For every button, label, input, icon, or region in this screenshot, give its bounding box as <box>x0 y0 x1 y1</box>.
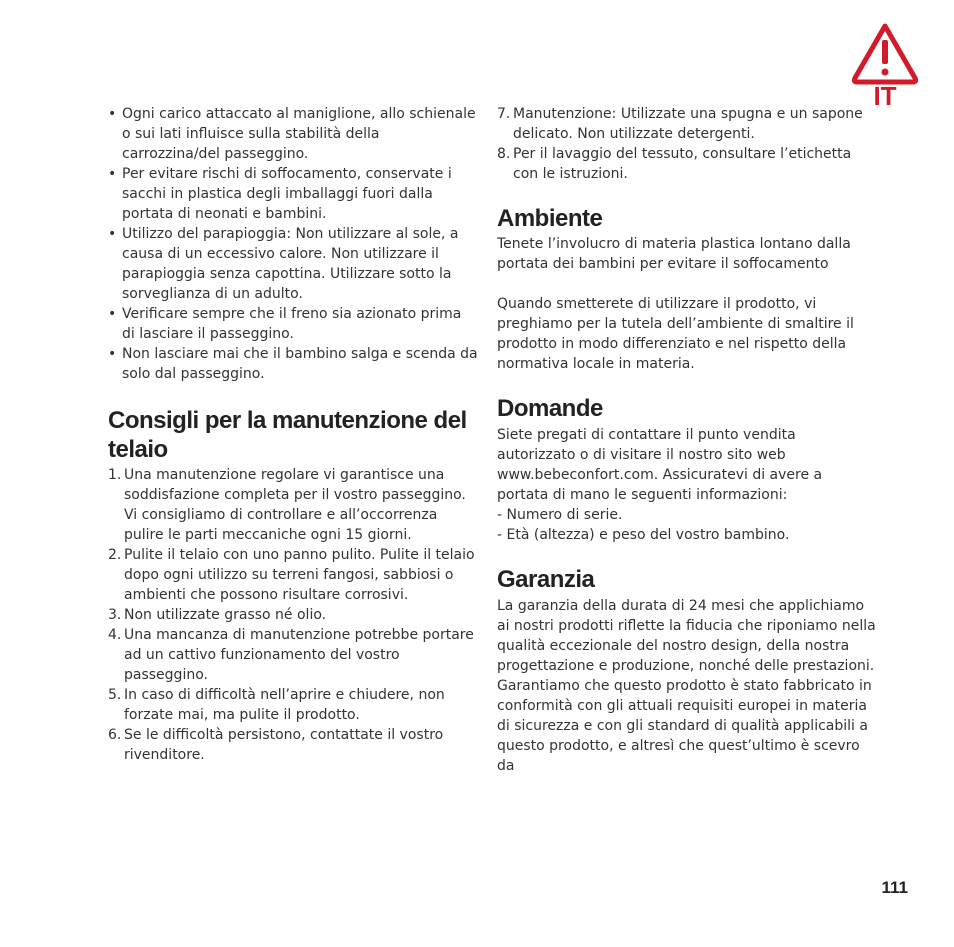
section-heading-warranty: Garanzia <box>497 566 595 593</box>
questions-info-line: - Numero di serie. <box>497 507 623 523</box>
list-item: • Per evitare rischi di soffocamento, conservate i sacchi in plastica degli imballaggi fuori dalla portata di neonati e bambini. <box>108 166 452 222</box>
questions-section <box>497 425 877 545</box>
list-item: • Non lasciare mai che il bambino salga e scenda da solo dal passeggino. <box>108 346 478 382</box>
questions-paragraph: Siete pregati di contattare il punto vendita autorizzato o di visitare il nostro sito web www.bebeconfort.com. Assicuratevi di avere a portata di mano le seguenti informazioni: <box>497 427 823 503</box>
language-code: IT <box>873 81 897 111</box>
section-heading-questions: Domande <box>497 395 603 422</box>
list-item: • Verificare sempre che il freno sia azionato prima di lasciare il passeggino. <box>108 306 462 342</box>
list-item: 5. In caso di difficoltà nell’aprire e chiudere, non forzate mai, ma pulite il prodotto. <box>108 687 445 723</box>
list-item: • Utilizzo del parapioggia: Non utilizzare al sole, a causa di un eccessivo calore. Non utilizzare il parapioggia senza capottina. Utilizzare sotto la sorveglianza di un adulto. <box>108 226 459 302</box>
list-item: 7. Manutenzione: Utilizzate una spugna e un sapone delicato. Non utilizzate detergenti. <box>497 106 863 142</box>
list-item: 8. Per il lavaggio del tessuto, consultare l’etichetta con le istruzioni. <box>497 146 852 182</box>
maintenance-numbered-list-continued <box>497 104 877 184</box>
list-item: 4. Una mancanza di manutenzione potrebbe portare ad un cattivo funzionamento del vostro passeggino. <box>108 627 474 683</box>
list-item: 3. Non utilizzate grasso né olio. <box>108 607 327 623</box>
list-item: • Ogni carico attaccato al maniglione, allo schienale o sui lati influisce sulla stabilità della carrozzina/del passeggino. <box>108 106 476 162</box>
environment-paragraph: Quando smetterete di utilizzare il prodotto, vi preghiamo per la tutela dell’ambiente di smaltire il prodotto in modo differenziato e nel rispetto della normativa locale in materia. <box>497 296 854 372</box>
list-item: 1. Una manutenzione regolare vi garantisce una soddisfazione completa per il vostro passeggino. Vi consigliamo di controllare e all’occorrenza pulire le parti meccaniche ogni 15 giorni. <box>108 467 466 543</box>
environment-paragraph: Tenete l’involucro di materia plastica lontano dalla portata dei bambini per evitare il soffocamento <box>497 236 851 272</box>
safety-bullet-list <box>108 104 478 384</box>
warranty-paragraph: La garanzia della durata di 24 mesi che applichiamo ai nostri prodotti riflette la fiducia che riponiamo nella qualità eccezionale del nostro design, della nostra progettazione e produzione, nonché delle prestazioni. Garantiamo che questo prodotto è stato fabbricato in conformità con gli attuali requisiti europei in materia di sicurezza e con gli standard di qualità applicabili a questo prodotto, e altresì che quest’ultimo è scevro da <box>497 598 876 774</box>
list-item: 2. Pulite il telaio con uno panno pulito. Pulite il telaio dopo ogni utilizzo su terreni fangosi, sabbiosi o ambienti che possono risultare corrosivi. <box>108 547 475 603</box>
page-number: 111 <box>881 878 908 897</box>
list-item: 6. Se le difficoltà persistono, contattate il vostro rivenditore. <box>108 727 444 763</box>
section-heading-maintenance: Consigli per la manutenzione del telaio <box>108 407 467 463</box>
maintenance-numbered-list <box>108 465 478 765</box>
section-heading-environment: Ambiente <box>497 205 603 232</box>
questions-info-line: - Età (altezza) e peso del vostro bambino. <box>497 527 790 543</box>
